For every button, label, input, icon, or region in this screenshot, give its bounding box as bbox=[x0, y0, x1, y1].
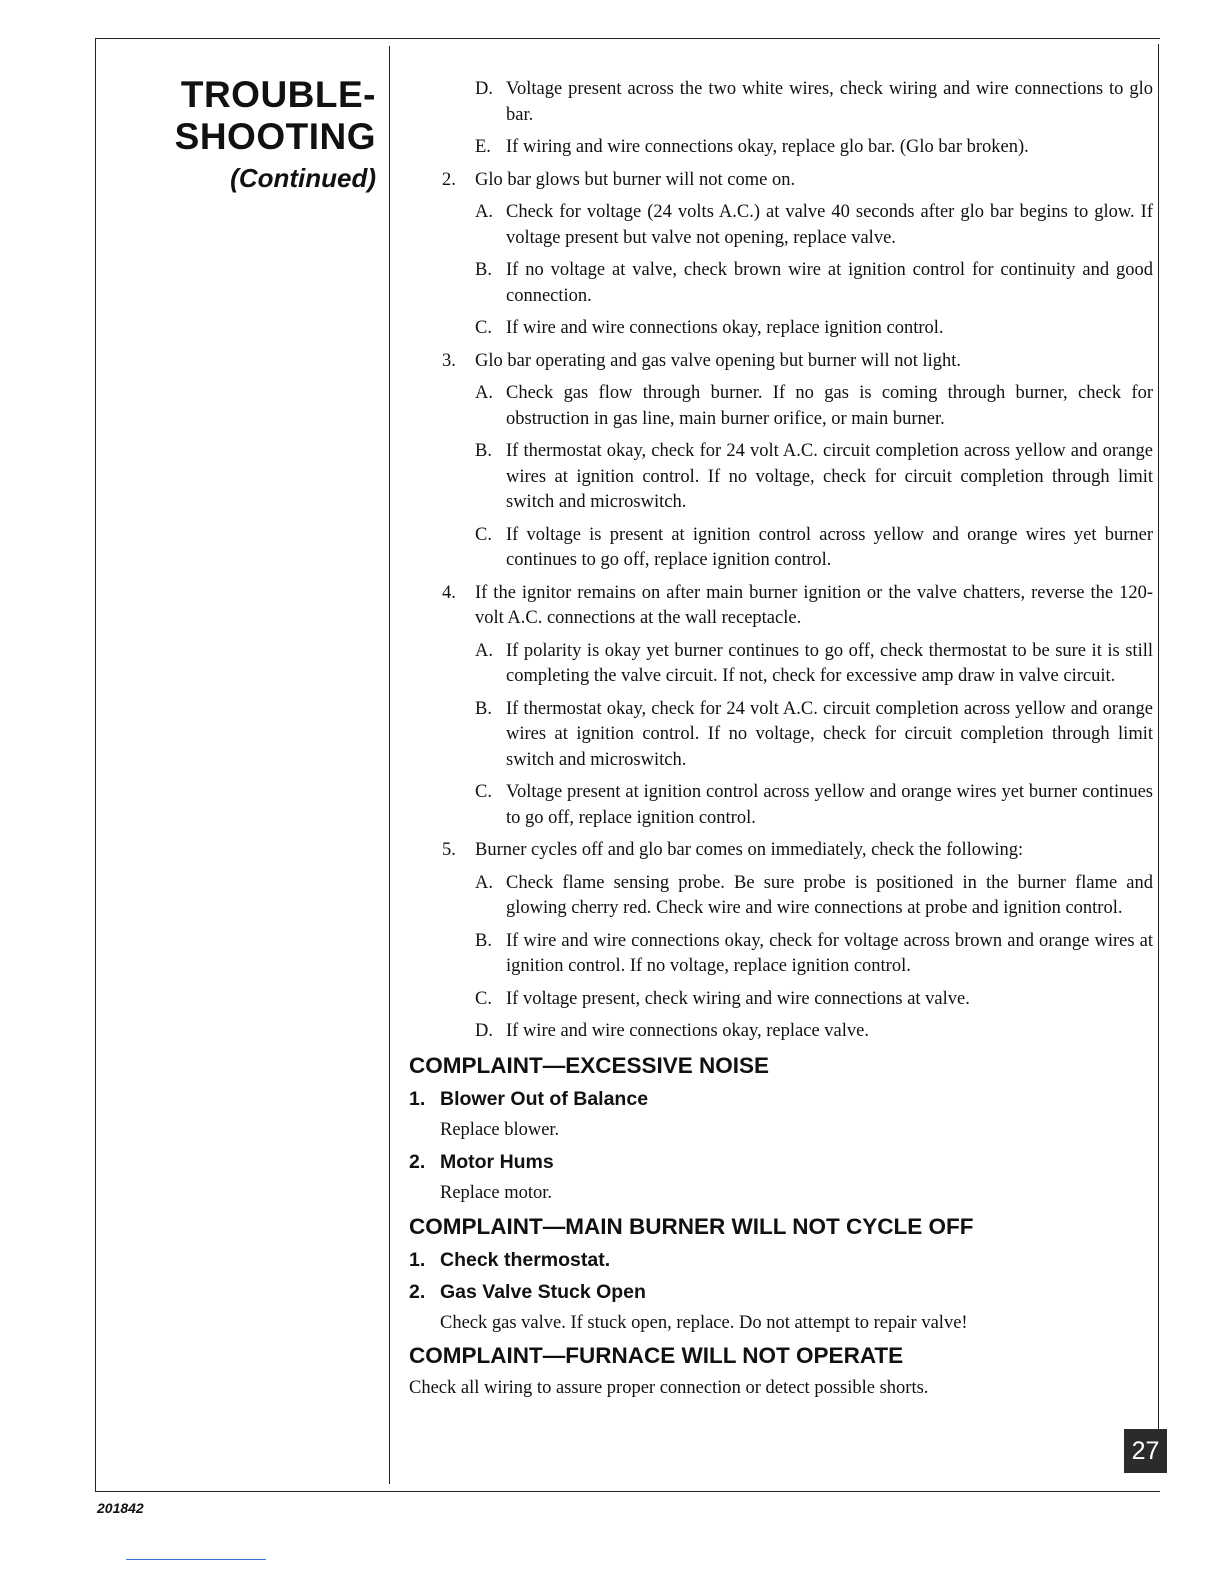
numbered-item bbox=[442, 581, 1153, 632]
section-title-line2: SHOOTING bbox=[174, 116, 376, 157]
item-text: If voltage is present at ignition control across yellow and orange wires yet burner continues to go off, replace ignition control. bbox=[506, 524, 1153, 570]
item-text: If no voltage at valve, check brown wire at ignition control for continuity and good connection. bbox=[506, 260, 1153, 306]
item-text: Glo bar operating and gas valve opening but burner will not light. bbox=[475, 350, 962, 371]
item-title: Blower Out of Balance bbox=[440, 1087, 649, 1110]
noise-item-1-text: Replace blower. bbox=[440, 1119, 560, 1140]
item-label: 2. bbox=[409, 1280, 426, 1303]
item-title: Check thermostat. bbox=[440, 1248, 611, 1271]
item-text: If thermostat okay, check for 24 volt A.C. circuit completion across yellow and orange wires at ignition control. If no voltage, check for circuit completion through limit switch and microswitch. bbox=[506, 698, 1153, 770]
item-label: 4. bbox=[442, 582, 456, 603]
noise-heading: COMPLAINT—EXCESSIVE NOISE bbox=[409, 1052, 770, 1078]
item-label: 3. bbox=[442, 350, 456, 371]
item-label: B. bbox=[475, 441, 492, 461]
item-label: B. bbox=[475, 698, 492, 719]
page-frame-right-edge bbox=[1158, 44, 1159, 1446]
list-item bbox=[475, 381, 1153, 432]
item-text: Check for voltage (24 volts A.C.) at valve 40 seconds after glo bar begins to glow. If voltage present but valve not opening, replace valve. bbox=[506, 202, 1153, 248]
list-item bbox=[475, 929, 1153, 980]
item-label: A. bbox=[475, 640, 493, 661]
item-label: D. bbox=[475, 79, 493, 99]
section-title-line1: TROUBLE- bbox=[180, 74, 376, 115]
item-label: C. bbox=[475, 318, 492, 338]
noise-item-1-title bbox=[409, 1086, 1153, 1112]
item-text: If wire and wire connections okay, replace valve. bbox=[506, 1021, 869, 1041]
document-number: 201842 bbox=[97, 1500, 144, 1516]
item-label: C. bbox=[475, 988, 492, 1009]
numbered-item bbox=[442, 168, 1153, 194]
list-item bbox=[475, 439, 1153, 516]
burner-heading: COMPLAINT—MAIN BURNER WILL NOT CYCLE OFF bbox=[409, 1213, 974, 1239]
main-content bbox=[409, 77, 1153, 1402]
numbered-item bbox=[442, 349, 1153, 375]
list-item bbox=[475, 77, 1153, 128]
item-label: C. bbox=[475, 524, 492, 545]
section-subtitle: (Continued) bbox=[230, 163, 376, 193]
list-item bbox=[475, 135, 1153, 161]
item-text: If voltage present, check wiring and wire connections at valve. bbox=[506, 988, 970, 1009]
item-label: A. bbox=[475, 872, 493, 893]
noise-item-2-text: Replace motor. bbox=[440, 1183, 552, 1203]
item-text: Burner cycles off and glo bar comes on immediately, check the following: bbox=[475, 840, 1024, 860]
list-item bbox=[475, 1019, 1153, 1045]
item-text: If the ignitor remains on after main burner ignition or the valve chatters, reverse the 120-volt A.C. connections at the wall receptacle. bbox=[475, 582, 1153, 628]
item-label: 1. bbox=[409, 1248, 426, 1271]
list-item bbox=[475, 639, 1153, 690]
item-text: If polarity is okay yet burner continues to go off, check thermostat to be sure it is still completing the valve circuit. If not, check for excessive amp draw in valve circuit. bbox=[506, 640, 1153, 686]
item-label: D. bbox=[475, 1021, 493, 1041]
item-label: B. bbox=[475, 260, 492, 280]
item-label: 2. bbox=[409, 1151, 426, 1173]
furnace-text: Check all wiring to assure proper connection or detect possible shorts. bbox=[409, 1378, 929, 1398]
burner-item-2-title bbox=[409, 1279, 1153, 1305]
item-label: C. bbox=[475, 782, 492, 802]
item-label: A. bbox=[475, 202, 493, 222]
list-item bbox=[475, 987, 1153, 1013]
list-item bbox=[475, 780, 1153, 831]
item-text: Voltage present across the two white wires, check wiring and wire connections to glo bar. bbox=[506, 79, 1153, 125]
item-label: E. bbox=[475, 137, 491, 157]
item-text: Check flame sensing probe. Be sure probe is positioned in the burner flame and glowing cherry red. Check wire and wire connections at probe and ignition control. bbox=[506, 872, 1153, 918]
item-text: Check gas flow through burner. If no gas is coming through burner, check for obstruction in gas line, main burner orifice, or main burner. bbox=[506, 383, 1153, 429]
burner-item-1-title bbox=[409, 1247, 1153, 1273]
item-text: If wire and wire connections okay, check for voltage across brown and orange wires at ignition control. If no voltage, replace ignition control. bbox=[506, 930, 1153, 976]
item-text: If wire and wire connections okay, replace ignition control. bbox=[506, 318, 944, 338]
page-number: 27 bbox=[1124, 1429, 1167, 1473]
item-label: 1. bbox=[409, 1087, 426, 1110]
item-label: A. bbox=[475, 383, 493, 403]
numbered-item bbox=[442, 838, 1153, 864]
item-text: Glo bar glows but burner will not come on. bbox=[475, 169, 796, 190]
list-item bbox=[475, 871, 1153, 922]
list-item bbox=[475, 697, 1153, 774]
noise-item-2-title bbox=[409, 1149, 1153, 1175]
item-title: Gas Valve Stuck Open bbox=[440, 1280, 646, 1303]
item-text: If wiring and wire connections okay, replace glo bar. (Glo bar broken). bbox=[506, 137, 1029, 157]
burner-item-2-text: Check gas valve. If stuck open, replace. Do not attempt to repair valve! bbox=[440, 1312, 968, 1333]
item-text: Voltage present at ignition control across yellow and orange wires yet burner continues to go off, replace ignition control. bbox=[506, 782, 1153, 828]
item-text: If thermostat okay, check for 24 volt A.C. circuit completion across yellow and orange wires at ignition control. If no voltage, check for circuit completion through limit switch and microswitch. bbox=[506, 441, 1153, 512]
decorative-line bbox=[126, 1559, 266, 1560]
section-title bbox=[140, 74, 376, 196]
list-item bbox=[475, 316, 1153, 342]
item-label: 2. bbox=[442, 169, 456, 190]
item-title: Motor Hums bbox=[440, 1151, 554, 1173]
furnace-heading: COMPLAINT—FURNACE WILL NOT OPERATE bbox=[409, 1343, 904, 1368]
list-item bbox=[475, 523, 1153, 574]
list-item bbox=[475, 200, 1153, 251]
item-label: B. bbox=[475, 930, 492, 951]
item-label: 5. bbox=[442, 840, 456, 860]
column-divider bbox=[389, 46, 390, 1484]
list-item bbox=[475, 258, 1153, 309]
